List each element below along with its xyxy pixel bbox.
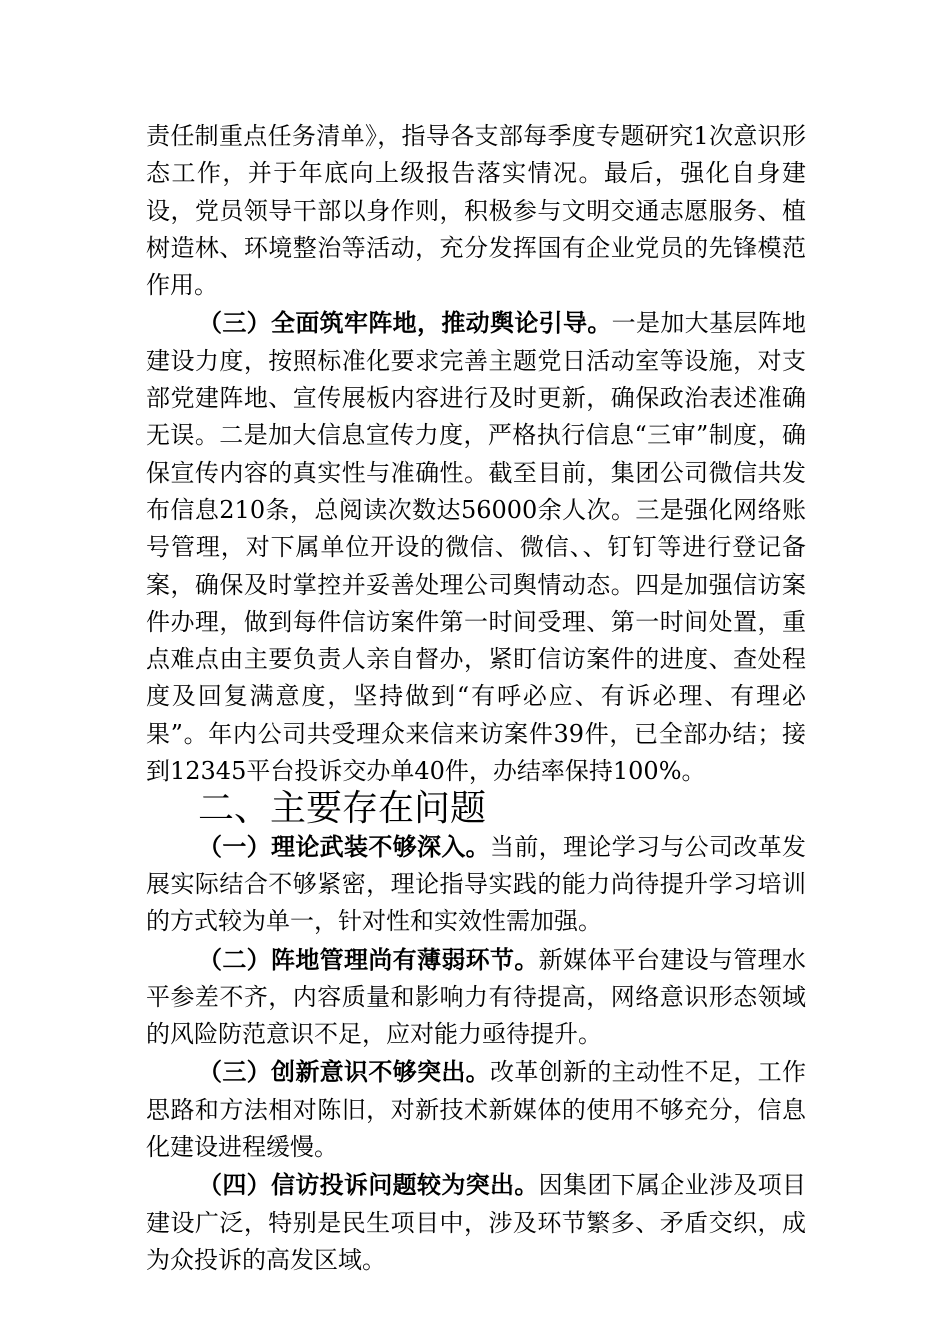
issue-text: 当前，理论学习与公司改革发展实际结合不够紧密，理论指导实践的能力尚待提升学习培训的方式较为单一，针对性和实效性需加强。 — [146, 832, 806, 936]
issue-text: 因集团下属企业涉及项目建设广泛，特别是民生项目中，涉及环节繁多、矛盾交织，成为众投诉的高发区域。 — [146, 1171, 807, 1274]
paragraph-text: 一是加大基层阵地建设力度，按照标准化要求完善主题党日活动室等设施，对支部党建阵地、宣传展板内容进行及时更新，确保政治表述准确无误。二是加大信息宣传力度，严格执行信息“三审”制度，确保宣传内容的真实性与准确性。截至目前，集团公司微信共发布信息210条，总阅读次数达56000余人次。三是强化网络账号管理，对下属单位开设的微信、微信、、钉钉等进行登记备案，确保及时掌控并妥善处理公司舆情动态。四是加强信访案件办理，做到每件信访案件第一时间受理、第一时间处置，重点难点由主要负责人亲自督办，紧盯信访案件的进度、查处程度及回复满意度，坚持做到“有呼必应、有诉必理、有理必果”。年内公司共受理众来信来访案件39件，已全部办结；接到12345平台投诉交办单40件，办结率保持100%。 — [146, 309, 807, 786]
document-page — [146, 118, 806, 1279]
paragraph-lead: （三）全面筑牢阵地，推动舆论引导。 — [198, 308, 612, 338]
issue-text: 改革创新的主动性不足，工作思路和方法相对陈旧，对新技术新媒体的使用不够充分，信息化建设进程缓慢。 — [146, 1058, 806, 1162]
issue-paragraph-2 — [146, 941, 806, 1054]
paragraph-text: 责任制重点任务清单》，指导各支部每季度专题研究1次意识形态工作，并于年底向上级报告落实情况。最后，强化自身建设，党员领导干部以身作则，积极参与文明交通志愿服务、植树造林、环境整治等活动，充分发挥国有企业党员的先锋模范作用。 — [146, 122, 806, 300]
issue-paragraph-4 — [146, 1166, 806, 1279]
paragraph-positions — [146, 304, 806, 790]
issue-lead: （一）理论武装不够深入。 — [198, 831, 490, 861]
issue-text: 新媒体平台建设与管理水平参差不齐，内容质量和影响力有待提高，网络意识形态领域的风险防范意识不足，应对能力亟待提升。 — [146, 945, 807, 1049]
issue-paragraph-3 — [146, 1053, 806, 1166]
issue-paragraph-1 — [146, 828, 806, 941]
issue-lead: （二）阵地管理尚有薄弱环节。 — [198, 944, 539, 974]
section-heading: 二、主要存在问题 — [198, 788, 487, 830]
paragraph-continuation — [146, 118, 806, 304]
issue-lead: （四）信访投诉问题较为突出。 — [198, 1170, 539, 1200]
issue-lead: （三）创新意识不够突出。 — [198, 1057, 490, 1087]
